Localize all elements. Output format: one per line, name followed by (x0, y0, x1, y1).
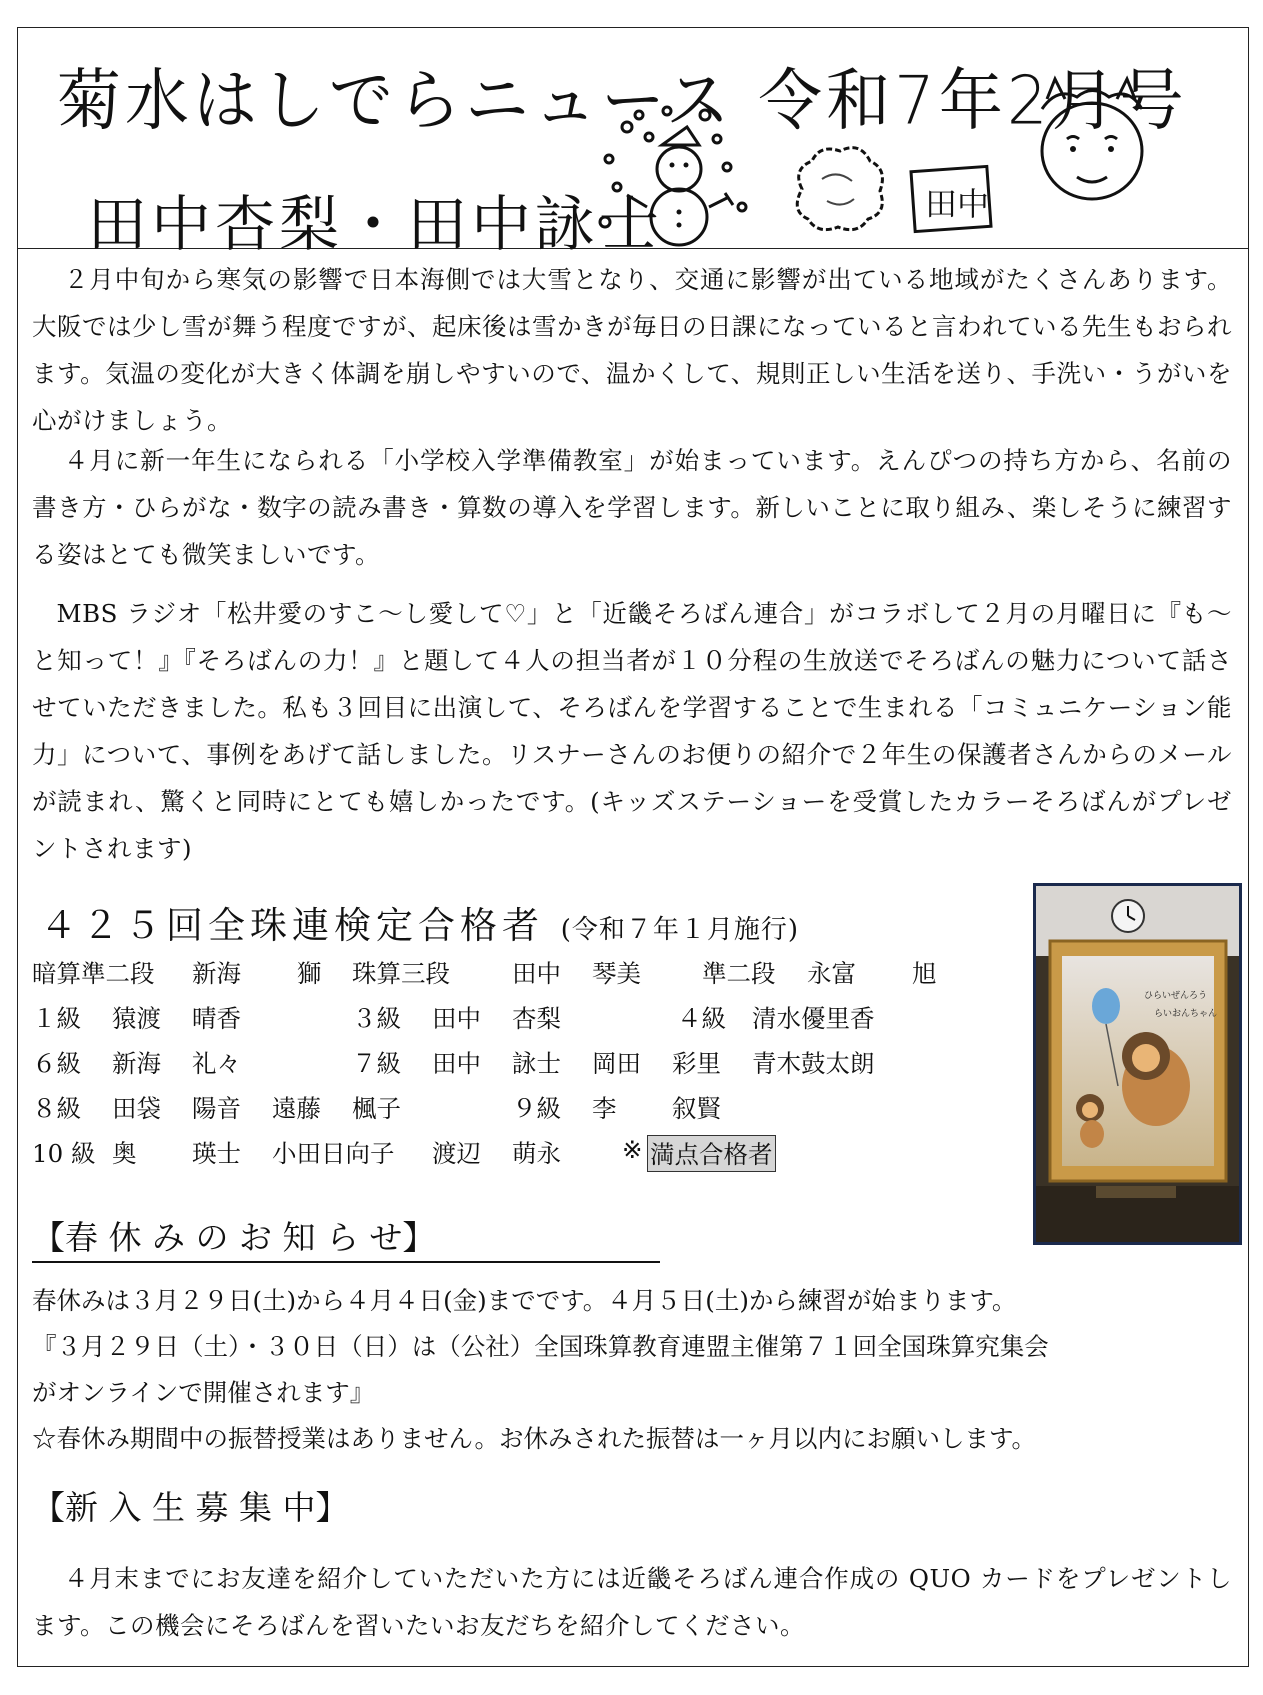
result-cell: 旭 (912, 959, 937, 988)
exam-results-subtitle: (令和７年１月施行) (560, 915, 800, 945)
exam-results-title (40, 895, 799, 949)
result-cell: 岡田 (592, 1049, 641, 1078)
result-cell: ９級 (512, 1094, 561, 1123)
spring-line-1: 春休みは３月２９日(土)から４月４日(金)までです。４月５日(土)から練習が始まります。 (32, 1286, 1017, 1315)
result-cell: 小田日向子 (272, 1139, 395, 1168)
spring-line-3: がオンラインで開催されます』 (32, 1378, 375, 1407)
result-row (32, 1045, 1032, 1090)
result-cell: 礼々 (192, 1049, 241, 1078)
exam-results-list (32, 955, 1032, 1180)
result-cell: 新海 (112, 1049, 161, 1078)
exam-results-heading: ４２５回全珠連検定合格者 (40, 904, 544, 947)
photo-caption-2: らいおんちゃん (1154, 1009, 1218, 1019)
result-cell: 清水優里香 (752, 1004, 875, 1033)
result-cell: 田中 (432, 1004, 481, 1033)
result-cell: 10 級 (32, 1139, 96, 1168)
result-cell: ８級 (32, 1094, 81, 1123)
name-stamp-icon (907, 159, 997, 239)
result-cell: 奥 (112, 1139, 137, 1168)
perfect-score-label: 満点合格者 (647, 1135, 776, 1172)
author-names: 田中杏梨・田中詠士 (87, 190, 663, 260)
result-cell: 彩里 (672, 1049, 721, 1078)
fluffy-cloud-icon (782, 139, 892, 239)
result-row (32, 955, 1032, 1000)
result-cell: 萌永 (512, 1139, 561, 1168)
result-cell: 田袋 (112, 1094, 161, 1123)
result-row (32, 1090, 1032, 1135)
result-cell: 楓子 (352, 1094, 401, 1123)
result-cell: 新海 (192, 959, 241, 988)
girl-face-icon (1017, 69, 1167, 219)
result-cell: 青木鼓太朗 (752, 1049, 875, 1078)
result-cell: ※ (622, 1135, 643, 1164)
result-cell: ４級 (677, 1004, 726, 1033)
newsletter-header (17, 27, 1249, 260)
winter-paragraph: ２月中旬から寒気の影響で日本海側では大雪となり、交通に影響が出ている地域がたくさんあります。大阪では少し雪が舞う程度ですが、起床後は雪かきが毎日の日課になっていると言われている先生もおられます。気温の変化が大きく体調を崩しやすいので、温かくして、規則正しい生活を送り、手洗い・うがいを心がけましょう。 (32, 265, 1232, 435)
spring-break-heading: 【春 休 み の お 知 ら せ】 (32, 1212, 660, 1263)
newsletter-title: 菊水はしでらニュース 令和7年2月号 (57, 62, 1188, 141)
recruit-heading: 【新 入 生 募 集 中】 (32, 1488, 349, 1527)
result-cell: 渡辺 (432, 1139, 481, 1168)
result-cell: 暗算準二段 (32, 959, 155, 988)
result-cell: 叙賢 (672, 1094, 721, 1123)
result-cell: 猿渡 (112, 1004, 161, 1033)
result-cell: 琴美 (592, 959, 641, 988)
result-cell: 陽音 (192, 1094, 241, 1123)
result-cell: 田中 (432, 1049, 481, 1078)
result-cell: ６級 (32, 1049, 81, 1078)
result-row (32, 1000, 1032, 1045)
recruit-paragraph: ４月末までにお友達を紹介していただいた方には近畿そろばん連合作成の QUO カードをプレゼントします。この機会にそろばんを習いたいお友だちを紹介してください。 (32, 1564, 1232, 1640)
radio-paragraph: MBS ラジオ「松井愛のすこ〜し愛して♡」と「近畿そろばん連合」がコラボして２月の月曜日に『も〜と知って！』『そろばんの力！』と題して４人の担当者が１０分程の生放送でそろばんの魅力について話させていただきました。私も３回目に出演して、そろばんを学習することで生まれる「コミュニケーション能力」について、事例をあげて話しました。リスナーさんのお便りの紹介で２年生の保護者さんからのメールが読まれ、驚くと同時にとても嬉しかったです。(キッズステーショーを受賞したカラーそろばんがプレゼントされます) (32, 599, 1232, 863)
result-cell: ３級 (352, 1004, 401, 1033)
result-cell: 李 (592, 1094, 617, 1123)
school-prep-paragraph: ４月に新一年生になられる「小学校入学準備教室」が始まっています。えんぴつの持ち方から、名前の書き方・ひらがな・数字の読み書き・算数の導入を学習します。新しいことに取り組み、楽しそうに練習する姿はとても微笑ましいです。 (32, 446, 1232, 569)
snowman-icon (587, 97, 757, 247)
spring-line-4: ☆春休み期間中の振替授業はありません。お休みされた振替は一ヶ月以内にお願いします。 (32, 1424, 1037, 1453)
photo-caption: ひらいぜんろう (1144, 991, 1208, 1001)
award-photo (1033, 883, 1242, 1245)
result-cell: 晴香 (192, 1004, 241, 1033)
result-cell: 永富 (807, 959, 856, 988)
result-cell: １級 (32, 1004, 81, 1033)
result-cell: ７級 (352, 1049, 401, 1078)
spring-line-2: 『３月２９日（土）・３０日（日）は（公社）全国珠算教育連盟主催第７１回全国珠算究集会 (32, 1332, 1049, 1361)
result-cell: 杏梨 (512, 1004, 561, 1033)
result-cell: 瑛士 (192, 1139, 241, 1168)
result-cell: 準二段 (702, 959, 776, 988)
stamp-text: 田中 (925, 185, 990, 223)
result-cell: 詠士 (512, 1049, 561, 1078)
result-cell: 遠藤 (272, 1094, 321, 1123)
result-cell: 田中 (512, 959, 561, 988)
result-cell: 獅 (297, 959, 322, 988)
result-row (32, 1135, 1032, 1180)
result-cell: 珠算三段 (352, 959, 450, 988)
